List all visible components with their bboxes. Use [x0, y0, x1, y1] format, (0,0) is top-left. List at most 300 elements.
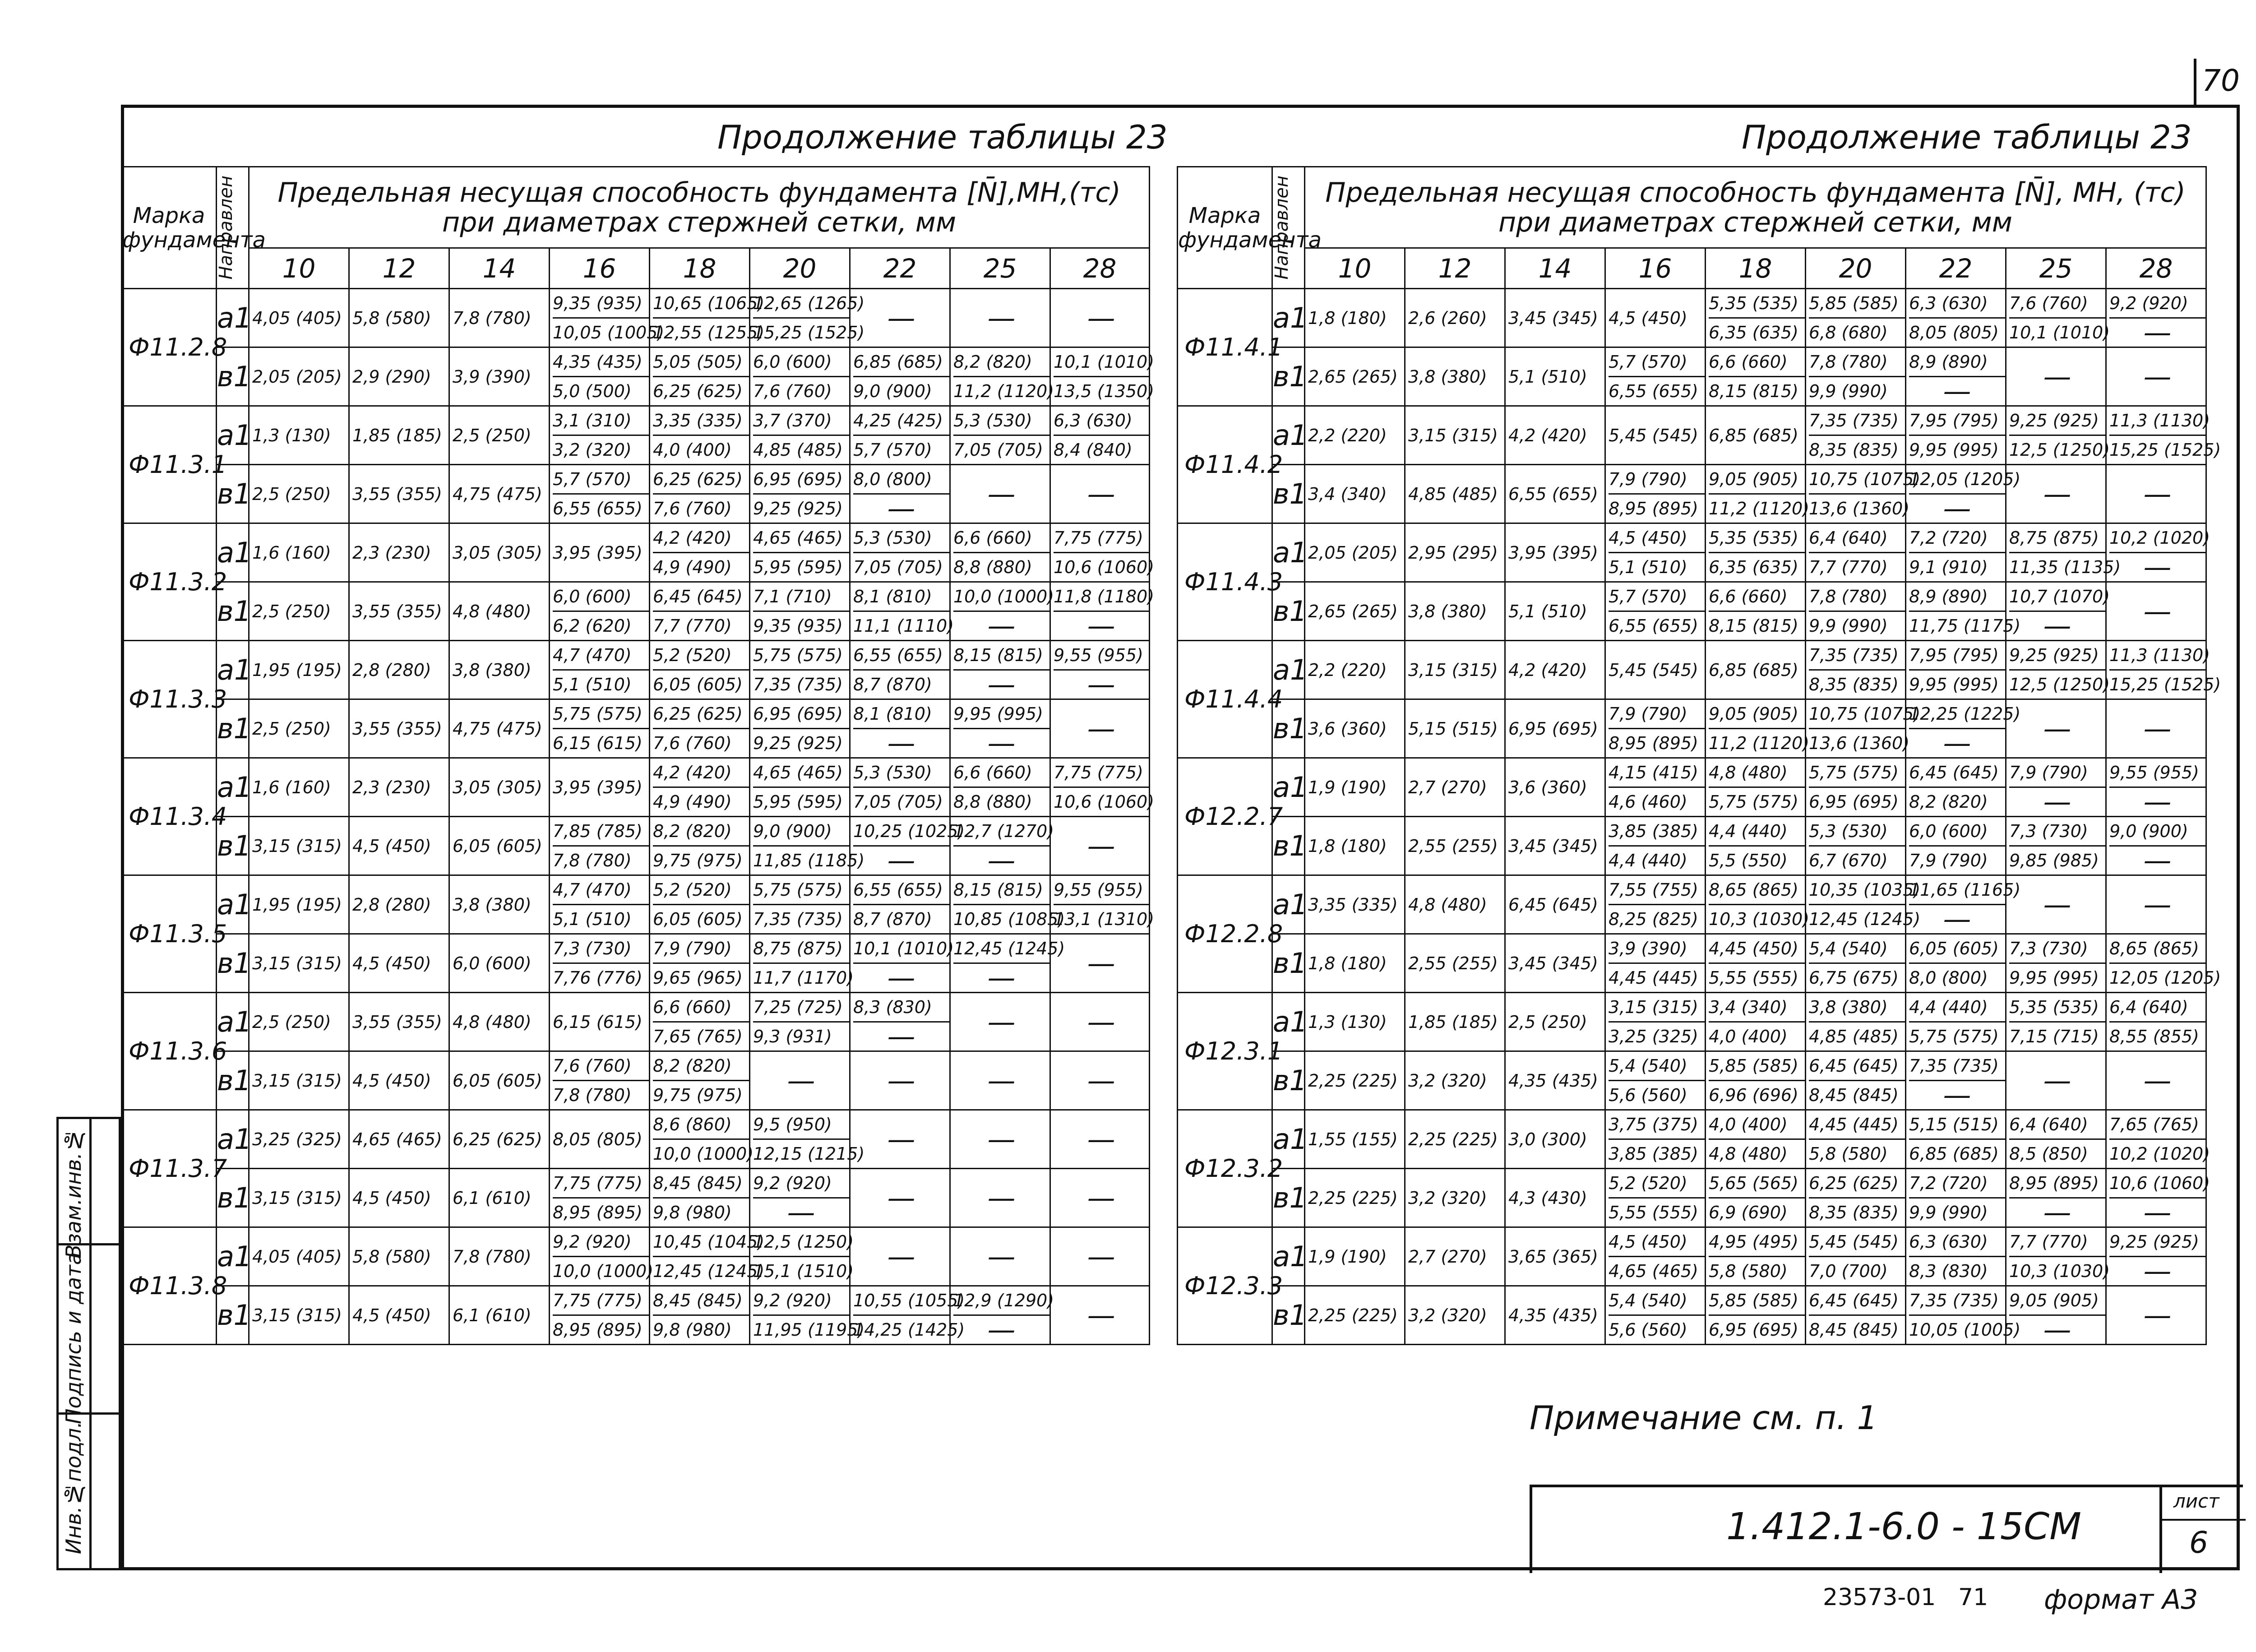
capacity-value: 2,8 (280) [352, 894, 431, 915]
capacity-cell [1050, 1051, 1150, 1110]
capacity-value: 9,95 (995) [2009, 968, 2099, 988]
capacity-cell [650, 289, 765, 347]
capacity-value: 11,2 (1120) [1709, 499, 1810, 518]
capacity-cell [2106, 347, 2206, 406]
capacity-cell [1505, 993, 1605, 1051]
capacity-value: 11,3 (1130) [2109, 641, 2205, 671]
capacity-value: 5,8 (580) [352, 308, 431, 328]
capacity-value: — [987, 1181, 1016, 1214]
capacity-value: 3,8 (380) [1408, 366, 1487, 387]
table-row [1178, 1169, 2206, 1227]
capacity-value: 3,1 (310) [553, 407, 649, 436]
capacity-cell [1505, 1051, 1605, 1110]
capacity-cell [449, 465, 550, 523]
capacity-value: 5,1 (510) [553, 675, 632, 694]
table-row [122, 699, 1150, 758]
capacity-cell [850, 758, 950, 817]
capacity-value: 3,15 (315) [1609, 993, 1705, 1023]
capacity-value: 9,1 (910) [1909, 557, 1988, 577]
direction: a1 [1272, 289, 1305, 347]
capacity-cell [750, 406, 850, 465]
table-row [1178, 465, 2206, 523]
capacity-cell [2106, 817, 2206, 875]
footer-format: формат А3 [2044, 1584, 2198, 1615]
capacity-value: — [2143, 844, 2172, 877]
capacity-value: 5,3 (530) [853, 759, 949, 788]
capacity-cell [1405, 1286, 1505, 1345]
capacity-value: 2,2 (220) [1308, 660, 1387, 680]
capacity-value: 6,25 (625) [653, 700, 749, 729]
capacity-cell [1906, 582, 2021, 641]
capacity-cell [1405, 817, 1505, 875]
capacity-cell [1050, 347, 1155, 406]
capacity-cell [2106, 1286, 2206, 1345]
capacity-value: — [987, 1313, 1016, 1346]
capacity-cell [2006, 875, 2106, 934]
direction: a1 [1272, 758, 1305, 817]
capacity-value: 7,1 (710) [753, 583, 849, 612]
capacity-cell [1605, 406, 1706, 465]
capacity-value: 13,6 (1360) [1809, 499, 1910, 518]
capacity-value: — [2143, 1254, 2172, 1287]
capacity-value: 9,05 (905) [1709, 700, 1805, 729]
capacity-value: 7,9 (790) [1909, 851, 1988, 870]
direction: в1 [1272, 582, 1305, 641]
capacity-cell [349, 1227, 449, 1286]
capacity-value: — [1943, 492, 1971, 525]
capacity-value: 7,35 (735) [1909, 1052, 2005, 1081]
capacity-value: 6,95 (695) [753, 465, 849, 495]
table-row [122, 641, 1150, 699]
capacity-value: 5,75 (575) [1709, 792, 1798, 812]
capacity-value: 2,6 (260) [1408, 308, 1487, 328]
capacity-value: 12,7 (1270) [953, 817, 1049, 847]
capacity-value: 3,15 (315) [252, 836, 342, 856]
capacity-value: 10,05 (1005) [553, 323, 665, 342]
capacity-cell [650, 875, 750, 934]
capacity-cell [1405, 582, 1505, 641]
capacity-cell [550, 1286, 650, 1345]
capacity-cell [2006, 758, 2106, 817]
capacity-value: 9,55 (955) [2109, 759, 2205, 788]
capacity-value: 4,35 (435) [1508, 1305, 1598, 1325]
capacity-value: 7,76 (776) [553, 968, 643, 988]
capacity-value: 3,95 (395) [1508, 542, 1598, 563]
capacity-value: 5,4 (540) [1609, 1286, 1705, 1316]
capacity-cell [1806, 817, 1906, 875]
capacity-cell [950, 582, 1054, 642]
capacity-value: 9,25 (925) [2109, 1228, 2205, 1257]
capacity-value: 9,0 (900) [753, 817, 849, 847]
table-row [1178, 289, 2206, 347]
capacity-value: 6,2 (620) [553, 616, 632, 636]
capacity-value: 1,9 (190) [1308, 1246, 1387, 1267]
capacity-value: 6,3 (630) [1054, 407, 1149, 436]
capacity-cell [249, 289, 349, 347]
capacity-cell [449, 934, 550, 993]
capacity-value: 5,1 (510) [1508, 601, 1587, 621]
capacity-cell [349, 582, 449, 641]
capacity-value: 8,05 (805) [553, 1129, 643, 1149]
page-number: 70 [2202, 63, 2240, 98]
capacity-value: 7,35 (735) [753, 675, 843, 694]
capacity-cell [750, 1051, 850, 1110]
capacity-cell [249, 1227, 349, 1286]
capacity-cell [2006, 289, 2110, 347]
capacity-value: 4,2 (420) [653, 524, 749, 553]
table-row [1178, 817, 2206, 875]
capacity-value: 6,0 (600) [1909, 817, 2005, 847]
capacity-value: 8,8 (880) [953, 557, 1032, 577]
capacity-value: 7,8 (780) [1809, 348, 1905, 377]
capacity-cell [1706, 347, 1806, 406]
capacity-cell [249, 406, 349, 465]
capacity-cell [1706, 758, 1806, 817]
capacity-cell [349, 1286, 449, 1345]
table-row [122, 758, 1150, 817]
capacity-cell [449, 1110, 550, 1169]
capacity-cell [1806, 289, 1906, 347]
capacity-cell [1605, 1286, 1706, 1345]
capacity-value: 2,5 (250) [252, 601, 331, 621]
capacity-cell [1305, 934, 1405, 993]
capacity-value: — [2043, 1064, 2071, 1097]
capacity-value: 8,55 (855) [2109, 1027, 2199, 1046]
right-table [1177, 166, 2221, 1346]
capacity-cell [349, 1169, 449, 1227]
capacity-value: 9,75 (975) [653, 851, 743, 870]
capacity-value: 1,8 (180) [1308, 308, 1387, 328]
capacity-cell [1050, 641, 1150, 699]
capacity-value: 9,85 (985) [2009, 851, 2099, 870]
capacity-cell [1906, 1110, 2006, 1169]
capacity-cell [1806, 406, 1906, 465]
capacity-cell [1305, 1286, 1405, 1345]
capacity-value: 5,55 (555) [1709, 968, 1798, 988]
capacity-cell [1305, 1169, 1405, 1227]
capacity-cell [1305, 875, 1405, 934]
capacity-value: 1,3 (130) [1308, 1012, 1387, 1032]
capacity-value: 5,7 (570) [1609, 348, 1705, 377]
capacity-cell [2106, 934, 2221, 993]
capacity-value: 3,0 (300) [1508, 1129, 1587, 1149]
capacity-cell [1806, 641, 1906, 699]
capacity-value: 4,2 (420) [653, 759, 749, 788]
capacity-value: 3,15 (315) [1408, 425, 1498, 445]
capacity-value: 10,75 (1075) [1809, 700, 1905, 729]
capacity-value: 8,2 (820) [653, 1052, 749, 1081]
direction: a1 [1272, 1227, 1305, 1286]
capacity-value: — [987, 1064, 1016, 1097]
capacity-value: 9,8 (980) [653, 1320, 732, 1340]
capacity-cell [650, 993, 750, 1051]
direction: a1 [217, 993, 249, 1051]
capacity-cell [850, 406, 950, 465]
capacity-cell [1605, 993, 1706, 1051]
capacity-value: 6,6 (660) [1709, 583, 1805, 612]
capacity-cell [2006, 1286, 2106, 1345]
capacity-cell [950, 641, 1050, 699]
capacity-value: 4,9 (490) [653, 792, 732, 812]
capacity-cell [950, 758, 1050, 817]
direction: в1 [1272, 934, 1305, 993]
table-row [122, 993, 1150, 1051]
capacity-value: 5,2 (520) [1609, 1169, 1705, 1199]
capacity-value: — [987, 1240, 1016, 1273]
capacity-cell [249, 1169, 349, 1227]
capacity-cell [1806, 347, 1906, 406]
left-table-caption: Продолжение таблицы 23 [717, 118, 1168, 156]
capacity-value: 8,15 (815) [1709, 381, 1798, 401]
capacity-cell [1605, 1051, 1706, 1110]
capacity-value: 7,7 (770) [653, 616, 732, 636]
capacity-cell [1806, 1051, 1906, 1110]
capacity-value: 4,2 (420) [1508, 425, 1587, 445]
capacity-value: 7,35 (735) [1909, 1286, 2005, 1316]
capacity-value: 3,15 (315) [1408, 660, 1498, 680]
diameter-col: 22 [1906, 248, 2006, 289]
capacity-value: — [887, 1064, 915, 1097]
capacity-cell [1605, 1110, 1706, 1169]
capacity-value: 10,1 (1010) [2009, 323, 2110, 342]
capacity-value: — [1087, 477, 1115, 510]
side-label-podpis: Подпись и дата [61, 1252, 86, 1425]
capacity-value: 6,05 (605) [653, 675, 743, 694]
capacity-value: 2,25 (225) [1308, 1188, 1398, 1208]
capacity-value: 6,95 (695) [1709, 1320, 1798, 1340]
capacity-cell [1605, 289, 1706, 347]
capacity-value: 3,45 (345) [1508, 308, 1598, 328]
table-row [122, 1169, 1150, 1227]
table-row [1178, 406, 2206, 465]
capacity-cell [950, 523, 1050, 582]
capacity-cell [1605, 934, 1706, 993]
capacity-value: 7,8 (780) [553, 851, 632, 870]
capacity-cell [1405, 641, 1505, 699]
capacity-cell [2006, 523, 2121, 582]
direction: в1 [217, 1169, 249, 1227]
direction: a1 [1272, 875, 1305, 934]
capacity-value: 4,65 (465) [753, 524, 849, 553]
capacity-value: 7,65 (765) [2109, 1111, 2205, 1140]
capacity-value: 8,45 (845) [653, 1169, 749, 1199]
capacity-cell [1706, 523, 1806, 582]
capacity-value: 2,55 (255) [1408, 836, 1498, 856]
capacity-value: 13,1 (1310) [1054, 909, 1155, 929]
capacity-cell [650, 406, 750, 465]
capacity-value: 8,95 (895) [1609, 733, 1698, 753]
capacity-cell [1706, 641, 1806, 699]
capacity-cell [2006, 993, 2106, 1051]
capacity-value: 9,0 (900) [853, 381, 932, 401]
capacity-cell [850, 523, 950, 582]
capacity-value: 5,7 (570) [553, 465, 649, 495]
capacity-value: 10,05 (1005) [1909, 1320, 2021, 1340]
capacity-cell [2006, 1169, 2106, 1227]
capacity-value: 8,95 (895) [553, 1203, 643, 1222]
capacity-value: 6,25 (625) [453, 1129, 542, 1149]
capacity-value: 4,25 (425) [853, 407, 949, 436]
capacity-cell [349, 347, 449, 406]
capacity-cell [550, 875, 650, 934]
capacity-value: 4,05 (405) [252, 1246, 342, 1267]
capacity-cell [249, 993, 349, 1051]
direction: в1 [217, 817, 249, 875]
capacity-value: 9,05 (905) [1709, 465, 1805, 495]
capacity-value: 6,05 (605) [453, 1070, 542, 1091]
capacity-cell [1505, 582, 1605, 641]
capacity-cell [850, 1169, 950, 1227]
capacity-value: 6,15 (615) [553, 733, 643, 753]
table-row [122, 582, 1150, 641]
capacity-value: 3,45 (345) [1508, 953, 1598, 973]
capacity-value: 12,05 (1205) [2109, 968, 2221, 988]
capacity-cell [349, 993, 449, 1051]
capacity-cell [1806, 1227, 1906, 1286]
capacity-value: 10,45 (1045) [653, 1228, 749, 1257]
table-row [1178, 523, 2206, 582]
capacity-value: 3,2 (320) [1408, 1070, 1487, 1091]
capacity-cell [550, 993, 650, 1051]
capacity-value: 12,5 (1250) [2009, 440, 2110, 460]
capacity-value: 5,15 (515) [1408, 718, 1498, 739]
capacity-value: — [987, 301, 1016, 334]
capacity-value: — [2143, 360, 2172, 393]
capacity-cell [650, 758, 750, 817]
capacity-value: — [1087, 1122, 1115, 1156]
capacity-cell [249, 1110, 349, 1169]
capacity-value: 12,65 (1265) [753, 289, 849, 319]
capacity-value: 10,1 (1010) [1054, 348, 1149, 377]
capacity-cell [2106, 993, 2206, 1051]
capacity-cell [1305, 993, 1405, 1051]
capacity-value: 1,8 (180) [1308, 953, 1387, 973]
capacity-value: 6,55 (655) [853, 876, 949, 905]
capacity-value: 2,55 (255) [1408, 953, 1498, 973]
capacity-value: 11,2 (1120) [1709, 733, 1810, 753]
capacity-value: 2,3 (230) [352, 542, 431, 563]
capacity-cell [349, 875, 449, 934]
capacity-value: 6,45 (645) [653, 583, 749, 612]
direction: a1 [217, 758, 249, 817]
capacity-value: 8,0 (800) [853, 465, 949, 495]
capacity-value: 7,75 (775) [553, 1169, 649, 1199]
capacity-cell [1906, 347, 2006, 406]
capacity-value: 6,55 (655) [553, 499, 643, 518]
capacity-value: 9,0 (900) [2109, 817, 2205, 847]
table-row [1178, 875, 2206, 934]
capacity-cell [1605, 641, 1706, 699]
capacity-value: 15,25 (1525) [2109, 675, 2221, 694]
table-row [122, 817, 1150, 875]
left-table [121, 166, 1155, 1346]
direction: в1 [1272, 699, 1305, 758]
capacity-cell [850, 347, 950, 406]
capacity-value: 4,5 (450) [352, 1305, 431, 1325]
capacity-cell [750, 1169, 850, 1227]
foundation-mark: Ф12.3.2 [1178, 1110, 1272, 1227]
capacity-value: 2,5 (250) [252, 1012, 331, 1032]
capacity-value: 10,55 (1055) [853, 1286, 949, 1316]
capacity-value: 4,0 (400) [1709, 1027, 1788, 1046]
capacity-value: 5,45 (545) [1809, 1228, 1905, 1257]
table-row [1178, 699, 2206, 758]
capacity-cell [1050, 993, 1150, 1051]
capacity-cell [1906, 523, 2006, 582]
capacity-value: — [2143, 1064, 2172, 1097]
capacity-value: 6,55 (655) [1609, 616, 1698, 636]
capacity-cell [249, 1051, 349, 1110]
foundation-mark: Ф12.3.3 [1178, 1227, 1272, 1345]
capacity-cell [2006, 641, 2110, 699]
capacity-value: 2,5 (250) [252, 484, 331, 504]
stamp-code: 1.412.1-6.0 - 15СМ [1726, 1505, 2082, 1548]
capacity-cell [1706, 406, 1806, 465]
capacity-value: 7,75 (775) [553, 1286, 649, 1316]
capacity-value: 8,9 (890) [1909, 583, 2005, 612]
capacity-value: 7,6 (760) [2009, 289, 2105, 319]
capacity-value: 1,95 (195) [252, 660, 342, 680]
capacity-value: 6,05 (605) [653, 909, 743, 929]
header-title: Предельная несущая способность фундамента [N̄], МН, (тс) при диаметрах стержней сетки, мм [1305, 167, 2206, 248]
capacity-value: 5,7 (570) [1609, 583, 1705, 612]
capacity-cell [1505, 641, 1605, 699]
capacity-cell [249, 347, 349, 406]
capacity-value: 8,25 (825) [1609, 909, 1698, 929]
capacity-cell [249, 817, 349, 875]
capacity-cell [950, 1227, 1050, 1286]
diameter-col: 20 [1806, 248, 1906, 289]
capacity-value: 12,45 (1245) [953, 935, 1049, 964]
capacity-value: 3,45 (345) [1508, 836, 1598, 856]
capacity-value: 4,75 (475) [453, 718, 542, 739]
capacity-value: 4,5 (450) [352, 953, 431, 973]
capacity-value: 5,6 (560) [1609, 1085, 1687, 1105]
diameter-col: 28 [2106, 248, 2206, 289]
capacity-cell [1505, 406, 1605, 465]
capacity-value: 1,8 (180) [1308, 836, 1387, 856]
capacity-value: 7,05 (705) [853, 792, 943, 812]
capacity-value: 5,75 (575) [753, 876, 849, 905]
diameter-col: 20 [750, 248, 850, 289]
capacity-cell [2106, 289, 2206, 347]
direction: a1 [1272, 406, 1305, 465]
capacity-value: 1,55 (155) [1308, 1129, 1398, 1149]
capacity-cell [550, 1051, 650, 1110]
capacity-cell [750, 817, 865, 875]
capacity-cell [850, 641, 950, 699]
capacity-cell [750, 1227, 854, 1286]
capacity-cell [1405, 1051, 1505, 1110]
capacity-value: 8,95 (895) [553, 1320, 643, 1340]
capacity-cell [850, 934, 954, 994]
capacity-value: 3,2 (320) [1408, 1188, 1487, 1208]
capacity-value: 4,0 (400) [1709, 1111, 1805, 1140]
capacity-value: 13,6 (1360) [1809, 733, 1910, 753]
capacity-value: 10,3 (1030) [2009, 1261, 2110, 1281]
capacity-value: — [887, 1240, 915, 1273]
capacity-value: 8,65 (865) [2109, 935, 2205, 964]
table-row [1178, 347, 2206, 406]
capacity-cell [1706, 289, 1806, 347]
capacity-cell [349, 465, 449, 523]
capacity-value: 14,25 (1425) [853, 1320, 965, 1340]
capacity-value: 6,4 (640) [1809, 524, 1905, 553]
capacity-cell [1050, 1227, 1150, 1286]
capacity-cell [1505, 1227, 1605, 1286]
capacity-value: 3,75 (375) [1609, 1111, 1705, 1140]
capacity-value: 7,05 (705) [953, 440, 1043, 460]
